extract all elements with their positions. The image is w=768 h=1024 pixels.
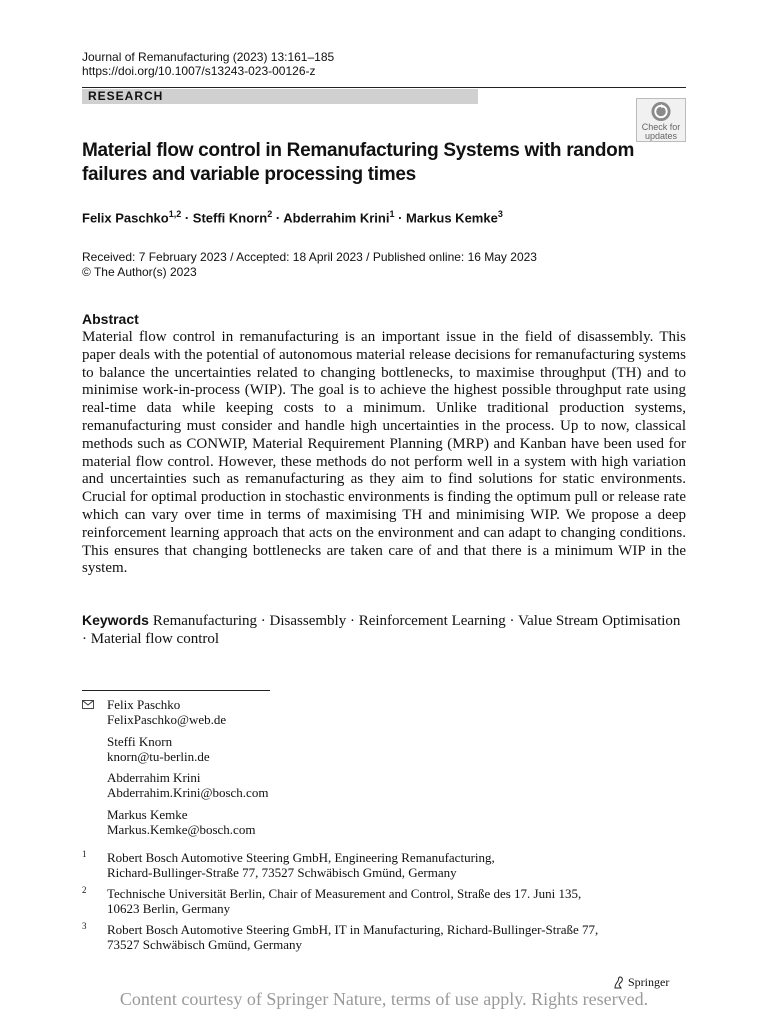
- contact-entry: [107, 807, 255, 837]
- keywords-text: Remanufacturing · Disassembly · Reinforcement Learning · Value Stream Optimisation · Material flow control: [82, 613, 681, 647]
- author-separator: ·: [394, 210, 407, 226]
- author-name[interactable]: Felix Paschko: [82, 210, 169, 226]
- footnote-rule: [82, 690, 270, 691]
- affiliation-line: Robert Bosch Automotive Steering GmbH, IT in Manufacturing, Richard-Bullinger-Straße 77,: [107, 922, 599, 937]
- doi-link[interactable]: https://doi.org/10.1007/s13243-023-00126-z: [82, 64, 316, 78]
- publication-dates: Received: 7 February 2023 / Accepted: 18 April 2023 / Published online: 16 May 2023: [82, 250, 537, 264]
- contact-email[interactable]: knorn@tu-berlin.de: [107, 749, 210, 764]
- publisher-name: Springer: [628, 975, 670, 989]
- affiliation-number: 1: [82, 849, 87, 859]
- affiliation-number: 2: [82, 885, 87, 895]
- section-label: RESEARCH: [82, 89, 478, 104]
- copyright-notice: © The Author(s) 2023: [82, 265, 197, 279]
- contact-entry: [107, 734, 210, 764]
- check-updates-label: Check for updates: [641, 122, 681, 141]
- keywords-label: Keywords: [82, 612, 149, 628]
- contact-entry: [107, 770, 268, 800]
- affiliation-line: Richard-Bullinger-Straße 77, 73527 Schwäbisch Gmünd, Germany: [107, 865, 457, 880]
- affiliation-line: 73527 Schwäbisch Gmünd, Germany: [107, 937, 302, 952]
- contact-email[interactable]: Markus.Kemke@bosch.com: [107, 822, 256, 837]
- contact-entry: [107, 697, 226, 727]
- keywords: [82, 611, 686, 648]
- footer-notice: Content courtesy of Springer Nature, terms of use apply. Rights reserved.: [119, 989, 649, 1009]
- contact-email[interactable]: FelixPaschko@web.de: [107, 712, 227, 727]
- affiliation-line: Robert Bosch Automotive Steering GmbH, Engineering Remanufacturing,: [107, 850, 495, 865]
- author-name[interactable]: Markus Kemke: [406, 210, 498, 226]
- author-separator: ·: [272, 210, 284, 226]
- paper-title: Material flow control in Remanufacturing Systems with random failures and variable processing times: [82, 140, 635, 185]
- author-name[interactable]: Abderrahim Krini: [283, 210, 390, 226]
- abstract-heading: Abstract: [82, 311, 139, 327]
- contact-name: Steffi Knorn: [107, 734, 173, 749]
- affiliation-number: 3: [82, 921, 87, 931]
- header-rule: [82, 87, 686, 88]
- author-list: [82, 206, 503, 226]
- contact-email[interactable]: Abderrahim.Krini@bosch.com: [107, 785, 269, 800]
- contact-name: Felix Paschko: [107, 697, 181, 712]
- check-for-updates-badge[interactable]: [636, 98, 686, 142]
- author-affiliation-marker: 2: [267, 209, 273, 219]
- affiliation-line: Technische Universität Berlin, Chair of Measurement and Control, Straße des 17. Juni 135,: [107, 886, 582, 901]
- contact-name: Abderrahim Krini: [107, 770, 201, 785]
- author-name[interactable]: Steffi Knorn: [192, 210, 268, 226]
- author-affiliation-marker: 1: [389, 209, 395, 219]
- envelope-icon: [82, 700, 94, 709]
- affiliation-line: 10623 Berlin, Germany: [107, 901, 231, 916]
- contact-name: Markus Kemke: [107, 807, 188, 822]
- author-affiliation-marker: 1,2: [168, 209, 182, 219]
- abstract-text: Material flow control in remanufacturing is an important issue in the field of disassembly. This paper deals with the potential of autonomous material release decisions for remanufacturing systems to balance the uncertainties related to changing bottlenecks, to maximise throughput (TH) and to minimise work-in-process (WIP). The goal is to achieve the highest possible throughput rate using real-time data while keeping costs to a minimum. Unlike traditional production systems, remanufacturing must consider and handle high uncertainties in the process. Up to now, classical methods such as CONWIP, Material Requirement Planning (MRP) and Kanban have been used for material flow control. However, these methods do not perform well in a system with high variation and uncertainties such as remanufacturing as they aim to find solutions for static environments. Crucial for optimal production in stochastic environments is finding the optimum pull or release rate which can vary over time in terms of maximising TH and minimising WIP. We propose a deep reinforcement learning approach that acts on the environment and can adapt to changing conditions. This ensures that changing bottlenecks are taken care of and that there is a minimum WIP in the system.: [82, 329, 686, 577]
- journal-citation: Journal of Remanufacturing (2023) 13:161–185: [82, 50, 335, 64]
- check-updates-icon: [650, 101, 672, 122]
- author-affiliation-marker: 3: [497, 209, 503, 219]
- author-separator: ·: [181, 210, 193, 226]
